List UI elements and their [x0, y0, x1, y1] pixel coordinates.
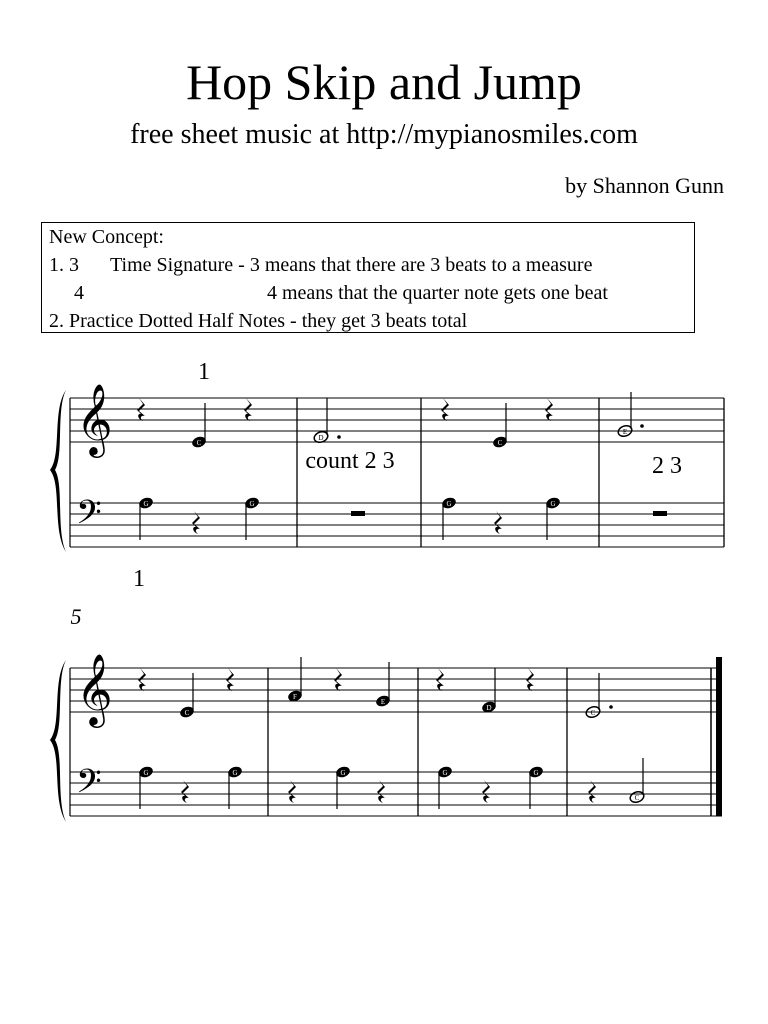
treble-staff-2 — [70, 668, 722, 712]
measure-number: 5 — [70, 604, 82, 629]
concept-line3: 2. Practice Dotted Half Notes - they get 3 beats total — [49, 310, 468, 332]
finger-number: 1 — [198, 359, 210, 385]
treble-clef-icon: 𝄞 — [76, 652, 113, 725]
note-d-quarter — [481, 668, 498, 714]
note-e-quarter — [375, 662, 392, 708]
note-g-quarter — [244, 496, 261, 540]
svg-text:G: G — [249, 500, 255, 508]
svg-text:C: C — [634, 794, 640, 802]
svg-text:C: C — [590, 709, 596, 717]
svg-text:G: G — [550, 500, 556, 508]
composer-credit: by Shannon Gunn — [565, 173, 724, 198]
system-2 — [50, 566, 722, 822]
concept-line1-prefix: 1. 3 — [49, 254, 79, 276]
bass-clef-icon: 𝄢 — [76, 494, 102, 540]
finger-number: 1 — [133, 566, 145, 592]
note-c-half — [629, 758, 646, 804]
svg-text:E: E — [380, 698, 386, 706]
brace-1 — [50, 390, 66, 552]
brace-2 — [50, 660, 66, 822]
svg-text:D: D — [318, 434, 324, 442]
note-d-dotted-half — [313, 398, 341, 444]
svg-text:G: G — [446, 500, 452, 508]
note-g-quarter — [528, 765, 545, 809]
svg-text:G: G — [533, 769, 539, 777]
svg-text:G: G — [340, 769, 346, 777]
svg-text:G: G — [143, 500, 149, 508]
svg-text:G: G — [143, 769, 149, 777]
svg-text:E: E — [622, 428, 628, 436]
page-subtitle: free sheet music at http://mypianosmiles.com — [130, 119, 638, 150]
note-c-quarter — [191, 403, 208, 449]
note-g-quarter — [227, 765, 244, 809]
count-label: count 2 3 — [305, 448, 395, 474]
note-g-quarter — [545, 496, 562, 540]
count-label-2: 2 3 — [652, 453, 682, 479]
svg-text:C: C — [184, 709, 190, 717]
svg-text:G: G — [442, 769, 448, 777]
note-c-quarter — [179, 673, 196, 719]
note-g-quarter — [138, 765, 155, 809]
concept-line2-text: 4 means that the quarter note gets one beat — [267, 282, 608, 304]
note-g-quarter — [138, 496, 155, 540]
svg-text:C: C — [196, 439, 202, 447]
final-barline — [716, 657, 722, 816]
svg-text:C: C — [497, 439, 503, 447]
note-g-quarter — [335, 765, 352, 809]
page-title: Hop Skip and Jump — [186, 54, 582, 110]
concept-line1-text: Time Signature - 3 means that there are 3 beats to a measure — [110, 254, 593, 276]
bass-clef-icon: 𝄢 — [76, 763, 102, 809]
concept-line2-prefix: 4 — [74, 282, 84, 304]
note-g-quarter — [437, 765, 454, 809]
concept-heading: New Concept: — [49, 226, 164, 248]
system-1 — [50, 359, 724, 552]
svg-text:F: F — [293, 693, 297, 701]
svg-text:D: D — [486, 704, 492, 712]
note-c-quarter — [492, 403, 509, 449]
bass-staff-1 — [70, 503, 724, 547]
treble-clef-icon: 𝄞 — [76, 382, 113, 455]
bass-staff-2 — [70, 772, 722, 816]
note-f-quarter — [287, 657, 304, 703]
note-g-quarter — [441, 496, 458, 540]
svg-text:G: G — [232, 769, 238, 777]
